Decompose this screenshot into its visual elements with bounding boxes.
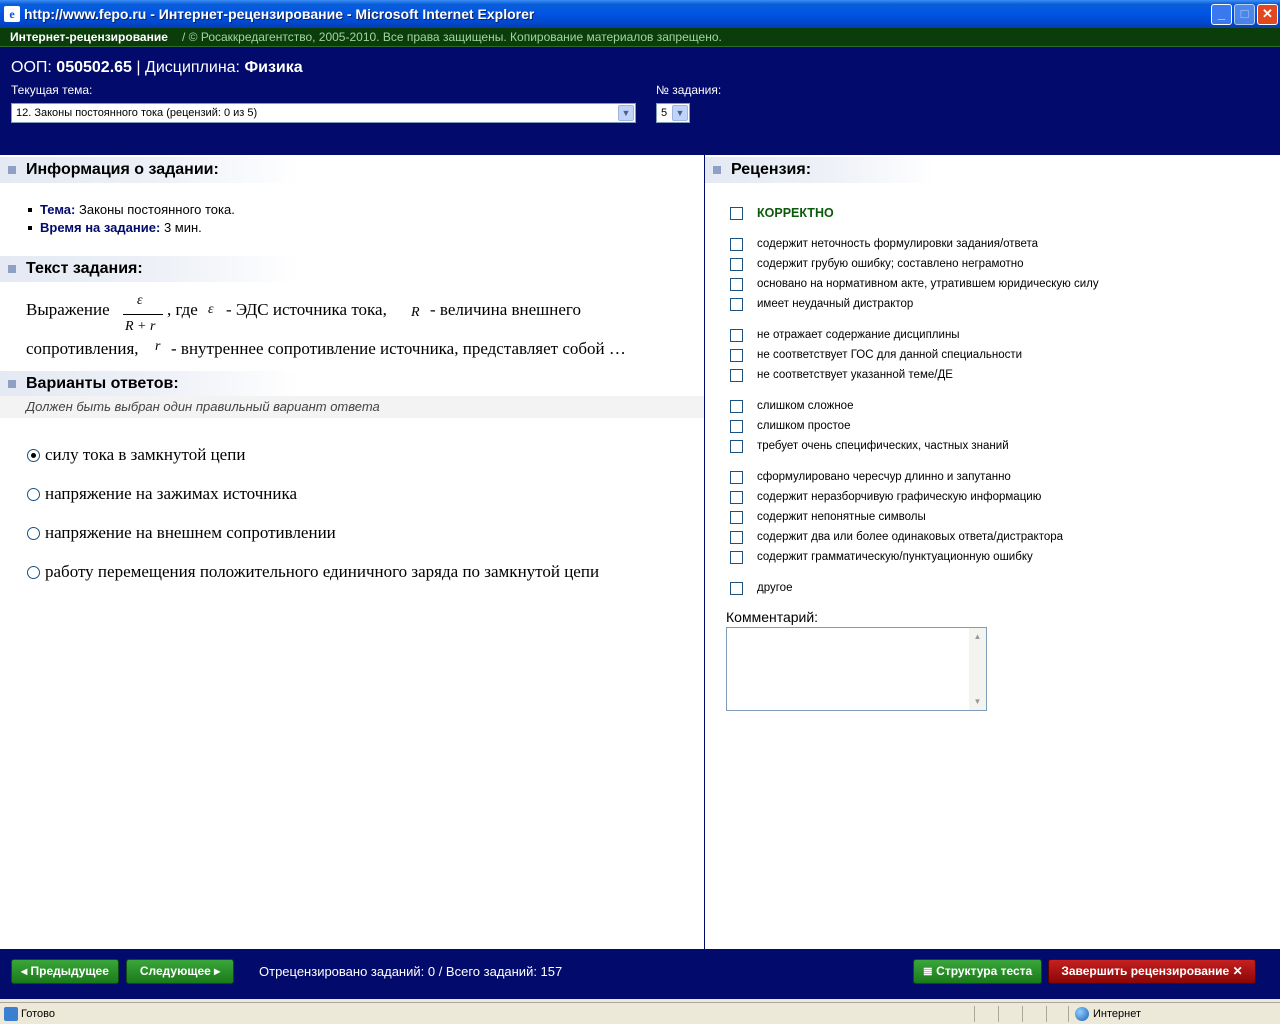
square-bullet-icon bbox=[8, 166, 16, 174]
criterion-label: слишком сложное bbox=[757, 400, 854, 412]
task-number-label: № задания: bbox=[656, 83, 722, 97]
comment-textarea[interactable] bbox=[726, 627, 987, 711]
task-number-value: 5 bbox=[661, 107, 668, 119]
status-separator bbox=[1022, 1006, 1023, 1022]
chevron-down-icon[interactable]: ▼ bbox=[672, 105, 688, 121]
answer-radio[interactable] bbox=[27, 488, 40, 501]
window-title: http://www.fepo.ru - Интернет-рецензирование - Microsoft Internet Explorer bbox=[24, 6, 535, 22]
discipline-label: Дисциплина: bbox=[145, 59, 240, 76]
info-item-time: Время на задание: 3 мин. bbox=[28, 219, 235, 237]
section-header-review: Рецензия: bbox=[705, 157, 935, 183]
task-text-where: , где bbox=[167, 300, 198, 319]
scroll-down-icon[interactable]: ▼ bbox=[973, 697, 982, 706]
maximize-button[interactable]: □ bbox=[1234, 4, 1255, 25]
status-bar bbox=[0, 1002, 1280, 1024]
oop-label: ООП: bbox=[11, 59, 52, 76]
square-bullet-icon bbox=[8, 265, 16, 273]
criterion-label: содержит грубую ошибку; составлено неграмотно bbox=[757, 258, 1024, 270]
copyright-text: / © Росаккредагентство, 2005-2010. Все права защищены. Копирование материалов запрещено. bbox=[182, 30, 722, 44]
review-pane bbox=[705, 155, 1280, 949]
answer-radio[interactable] bbox=[27, 527, 40, 540]
criterion-checkbox[interactable] bbox=[730, 400, 743, 413]
answer-label: работу перемещения положительного единичного заряда по замкнутой цепи bbox=[45, 562, 600, 581]
section-header-task-text: Текст задания: bbox=[0, 256, 300, 282]
review-stats: Отрецензировано заданий: 0 / Всего заданий: 157 bbox=[259, 964, 563, 979]
answers-hint: Должен быть выбран один правильный вариант ответа bbox=[0, 396, 704, 418]
criterion-label: содержит неточность формулировки задания/ответа bbox=[757, 238, 1039, 250]
criterion-label: сформулировано чересчур длинно и запутанно bbox=[757, 471, 1011, 483]
topic-select-value: 12. Законы постоянного тока (рецензий: 0 из 5) bbox=[16, 107, 258, 119]
answer-radio[interactable] bbox=[27, 449, 40, 462]
topic-select[interactable] bbox=[11, 103, 636, 123]
oop-discipline-line bbox=[11, 59, 303, 77]
criterion-label: содержит неразборчивую графическую информацию bbox=[757, 491, 1042, 503]
task-text-external: - величина внешнего bbox=[430, 300, 581, 319]
criterion-checkbox[interactable] bbox=[730, 349, 743, 362]
emf-symbol: ε bbox=[208, 302, 214, 317]
internal-resistance-symbol: r bbox=[155, 339, 161, 354]
chevron-down-icon[interactable]: ▼ bbox=[618, 105, 634, 121]
previous-button[interactable]: ◂ Предыдущее bbox=[11, 959, 119, 984]
task-text-lead: Выражение bbox=[26, 300, 110, 319]
criterion-label: содержит два или более одинаковых ответа/дистрактора bbox=[757, 531, 1064, 543]
answer-label: силу тока в замкнутой цепи bbox=[45, 445, 246, 464]
info-item-topic: Тема: Законы постоянного тока. bbox=[28, 201, 235, 219]
criterion-label: содержит непонятные символы bbox=[757, 511, 926, 523]
oop-value: 050502.65 bbox=[56, 59, 132, 76]
criterion-label: имеет неудачный дистрактор bbox=[757, 298, 914, 310]
close-window-button[interactable]: ✕ bbox=[1257, 4, 1278, 25]
answer-label: напряжение на зажимах источника bbox=[45, 484, 298, 503]
criterion-checkbox[interactable] bbox=[730, 582, 743, 595]
page-header bbox=[0, 47, 1280, 155]
comment-label: Комментарий: bbox=[726, 609, 819, 625]
criterion-label: требует очень специфических, частных знаний bbox=[757, 440, 1009, 452]
comment-scrollbar[interactable] bbox=[969, 628, 986, 710]
square-bullet-icon bbox=[713, 166, 721, 174]
criterion-label: не отражает содержание дисциплины bbox=[757, 329, 960, 341]
finish-review-button[interactable]: Завершить рецензирование ✕ bbox=[1048, 959, 1256, 984]
criterion-checkbox[interactable] bbox=[730, 420, 743, 433]
correct-label: КОРРЕКТНО bbox=[757, 206, 834, 220]
criterion-checkbox[interactable] bbox=[730, 278, 743, 291]
criterion-checkbox[interactable] bbox=[730, 369, 743, 382]
topic-label: Текущая тема: bbox=[11, 83, 93, 97]
list-icon: ≣ bbox=[922, 964, 933, 978]
criterion-label: другое bbox=[757, 582, 793, 594]
criterion-checkbox[interactable] bbox=[730, 298, 743, 311]
page-icon bbox=[4, 1007, 18, 1021]
criterion-label: не соответствует ГОС для данной специальности bbox=[757, 349, 1023, 361]
square-bullet-icon bbox=[8, 380, 16, 388]
status-separator bbox=[1068, 1006, 1069, 1022]
zone-text: Интернет bbox=[1093, 1008, 1141, 1020]
minimize-button[interactable]: _ bbox=[1211, 4, 1232, 25]
criterion-checkbox[interactable] bbox=[730, 238, 743, 251]
status-text: Готово bbox=[21, 1008, 55, 1020]
task-text-emf: - ЭДС источника тока, bbox=[226, 300, 387, 319]
correct-checkbox[interactable] bbox=[730, 207, 743, 220]
task-text-resistance: сопротивления, bbox=[26, 339, 139, 358]
window-titlebar bbox=[0, 0, 1280, 28]
ie-icon: e bbox=[4, 6, 20, 22]
task-text-internal: - внутреннее сопротивление источника, представляет собой … bbox=[171, 339, 626, 358]
discipline-value: Физика bbox=[244, 59, 303, 76]
chevron-left-icon: ◂ bbox=[21, 964, 28, 978]
resistance-symbol: R bbox=[411, 305, 420, 320]
close-icon: ✕ bbox=[1232, 964, 1243, 978]
status-separator bbox=[998, 1006, 999, 1022]
criterion-label: слишком простое bbox=[757, 420, 851, 432]
fraction-numerator: ε bbox=[137, 293, 143, 308]
scroll-up-icon[interactable]: ▲ bbox=[973, 632, 982, 641]
criterion-checkbox[interactable] bbox=[730, 551, 743, 564]
section-header-info: Информация о задании: bbox=[0, 157, 300, 183]
criterion-checkbox[interactable] bbox=[730, 440, 743, 453]
test-structure-button[interactable]: ≣ Структура теста bbox=[913, 959, 1042, 984]
criterion-checkbox[interactable] bbox=[730, 531, 743, 544]
status-separator bbox=[974, 1006, 975, 1022]
brand-label: Интернет-рецензирование bbox=[10, 30, 168, 44]
answer-radio[interactable] bbox=[27, 566, 40, 579]
criterion-label: основано на нормативном акте, утратившем юридическую силу bbox=[757, 278, 1099, 290]
criterion-checkbox[interactable] bbox=[730, 471, 743, 484]
task-pane bbox=[0, 155, 704, 949]
criterion-checkbox[interactable] bbox=[730, 329, 743, 342]
criterion-checkbox[interactable] bbox=[730, 258, 743, 271]
fraction-bar bbox=[123, 314, 163, 315]
criterion-checkbox[interactable] bbox=[730, 511, 743, 524]
fraction-denominator: R + r bbox=[125, 319, 156, 334]
globe-icon bbox=[1075, 1007, 1089, 1021]
task-info-list bbox=[28, 201, 235, 237]
task-number-select[interactable] bbox=[656, 103, 690, 123]
site-banner bbox=[0, 28, 1280, 47]
criterion-label: не соответствует указанной теме/ДЕ bbox=[757, 369, 953, 381]
status-separator bbox=[1046, 1006, 1047, 1022]
next-button[interactable]: Следующее ▸ bbox=[126, 959, 234, 984]
answer-label: напряжение на внешнем сопротивлении bbox=[45, 523, 336, 542]
criterion-label: содержит грамматическую/пунктуационную ошибку bbox=[757, 551, 1033, 563]
criterion-checkbox[interactable] bbox=[730, 491, 743, 504]
header-separator: | bbox=[136, 59, 141, 76]
footer-bar bbox=[0, 949, 1280, 999]
chevron-right-icon: ▸ bbox=[214, 964, 221, 978]
section-header-answers: Варианты ответов: bbox=[0, 371, 300, 397]
